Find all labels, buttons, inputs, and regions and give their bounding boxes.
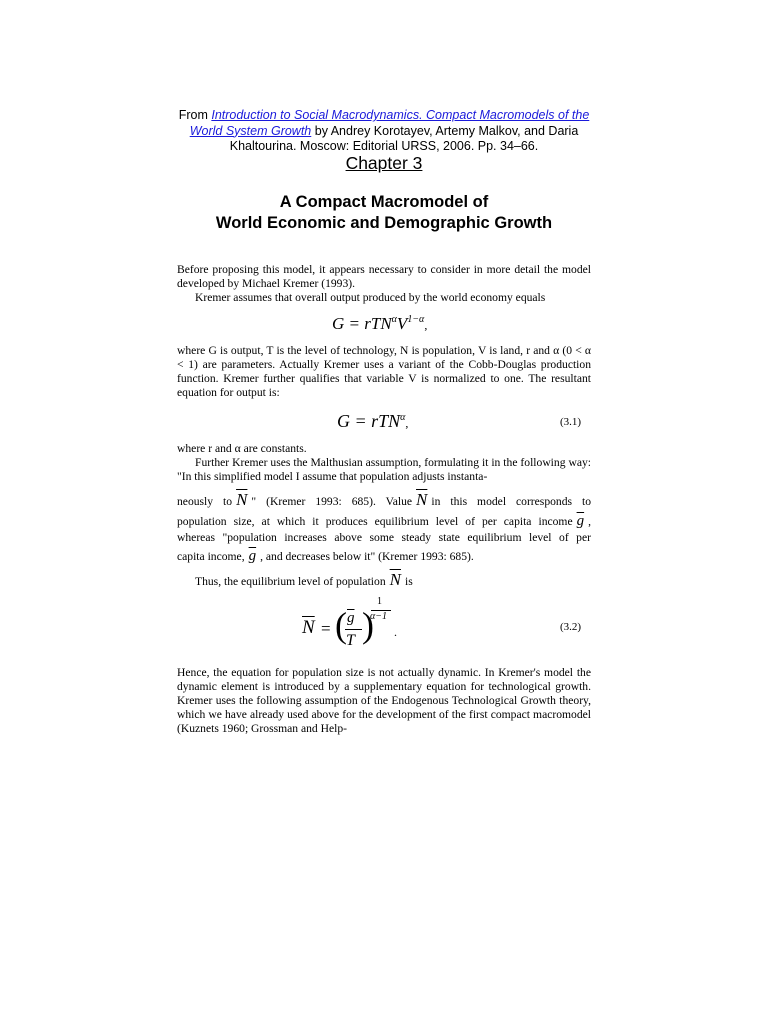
eq-numerator: $\overline{g}$: [347, 610, 355, 626]
n-bar-symbol: $\overline{N}$: [389, 570, 401, 589]
paragraph-7: Hence, the equation for population size is not actually dynamic. In Kremer's model the dynamic element is introduced by a supplementary equation for technological growth. Kremer uses the following assumption of the Endogenous Technological Growth theory, which we have already used above for the development of the first compact macromodel (Kuznets 1960; Grossman and Help-: [177, 666, 591, 735]
paragraph-5a: Further Kremer uses the Malthusian assumption, formulating it in the following way: "In this simplified model I assume that population adjusts instanta-: [177, 456, 591, 483]
chapter-title: [168, 192, 600, 234]
source-citation: [168, 108, 600, 155]
n-bar-symbol: $\overline{N}$: [236, 490, 248, 509]
eq-period: .: [394, 625, 397, 639]
paragraph-6: Thus, the equilibrium level of population $\overline{N}$ is: [195, 570, 413, 589]
n-bar-symbol: $\overline{N}$: [416, 490, 428, 509]
paragraph-2: Kremer assumes that overall output produced by the world economy equals: [195, 291, 546, 304]
eq-n-bar: $\overline{N}$: [302, 617, 315, 638]
fraction-bar: [345, 629, 362, 630]
eq-left-paren: (: [335, 605, 347, 645]
paragraph-5c: population size, at which it produces equilibrium level of per capita income $\overline{g}$ ,: [177, 513, 591, 529]
chapter-heading: Chapter 3: [345, 153, 423, 173]
g-bar-symbol: $\overline{g}$: [576, 513, 585, 529]
paragraph-3: where G is output, T is the level of technology, N is population, V is land, r and α (0 < α < 1) are parameters. Actually Kremer uses a variant of the Cobb-Douglas production function. Kremer further qualifies that variable V is normalized to one. The resultant equation for output is:: [177, 344, 591, 399]
paragraph-5d: whereas "population increases above some steady state equilibrium level of per: [177, 531, 591, 544]
paragraph-intro: [177, 263, 591, 305]
paragraph-5b: neously to $\overline{N}$ " (Kremer 1993: 685). Value $\overline{N}$ in this model corresponds to: [177, 490, 592, 509]
equation-output-full: $G = rTN^\alpha V^{1-\alpha}$,: [332, 314, 428, 333]
g-bar-symbol: $\overline{g}$: [248, 548, 257, 564]
title-line-1: A Compact Macromodel of: [279, 193, 489, 211]
book-link[interactable]: Introduction to Social Macrodynamics. Compact Macromodels of the World System Growth: [189, 108, 590, 138]
paragraph-1: Before proposing this model, it appears necessary to consider in more detail the model developed by Michael Kremer (1993).: [177, 263, 591, 290]
equation-3-1: G = rTN$^\alpha$,: [337, 411, 409, 431]
citation-rest: by Andrey Korotayev, Artemy Malkov, and Daria Khaltourina. Moscow: Editorial URSS, 2006. Pp. 34–66.: [229, 123, 579, 153]
exp-denominator: α−1: [370, 611, 387, 622]
exp-numerator: 1: [377, 596, 382, 607]
eq-denominator: T: [346, 632, 355, 649]
paragraph-4: where r and α are constants.: [177, 442, 307, 455]
paragraph-4-5: [177, 442, 591, 484]
equation-number-3-1: (3.1): [560, 416, 582, 428]
eq-equals: =: [321, 619, 331, 638]
citation-from: From: [178, 108, 212, 122]
title-line-2: World Economic and Demographic Growth: [215, 214, 553, 232]
equation-number-3-2: (3.2): [560, 621, 582, 633]
eq-right-paren: ): [362, 605, 374, 645]
paragraph-5e: capita income, $\overline{g}$ , and decreases below it" (Kremer 1993: 685).: [177, 548, 474, 564]
